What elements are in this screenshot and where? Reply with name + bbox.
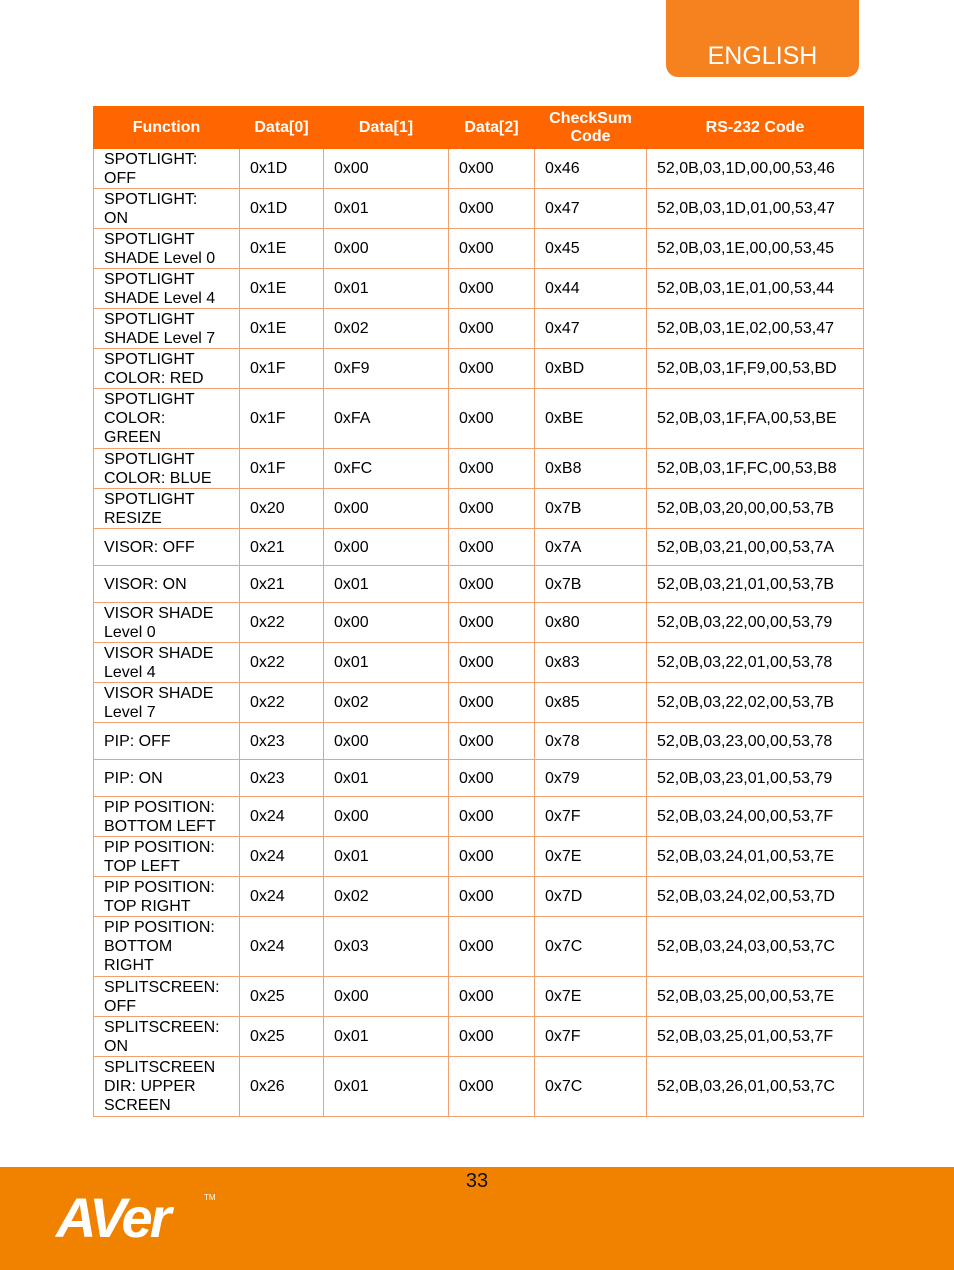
cell-data0: 0x1D [240,149,324,189]
cell-checksum: 0x44 [535,269,647,309]
function-line: RESIZE [104,509,162,527]
table-row [94,489,864,529]
cell-function [94,977,240,1017]
function-line: TOP RIGHT [104,897,191,915]
cell-data0: 0x21 [240,529,324,566]
cell-rs232: 52,0B,03,26,01,00,53,7C [647,1057,864,1117]
cell-function [94,566,240,603]
cell-data1: 0x01 [324,269,449,309]
cell-data2: 0x00 [449,349,535,389]
function-line: PIP POSITION: [104,919,215,936]
table-row [94,189,864,229]
cell-function [94,837,240,877]
cell-function [94,269,240,309]
function-line: SPLITSCREEN: [104,978,220,996]
trademark-mark: TM [204,1193,216,1202]
function-line: SPOTLIGHT [104,450,195,468]
table-row [94,977,864,1017]
cell-data1: 0x00 [324,723,449,760]
cell-rs232: 52,0B,03,1E,00,00,53,45 [647,229,864,269]
rs232-command-table [93,106,864,1117]
cell-checksum: 0x7C [535,1057,647,1117]
cell-data2: 0x00 [449,529,535,566]
function-line: SHADE Level 7 [104,329,216,347]
cell-data2: 0x00 [449,917,535,977]
cell-checksum: 0x7D [535,877,647,917]
cell-checksum: 0x80 [535,603,647,643]
table-row [94,877,864,917]
function-line: Level 4 [104,663,156,681]
function-line: OFF [104,997,136,1015]
cell-data2: 0x00 [449,489,535,529]
cell-function [94,309,240,349]
function-line: PIP POSITION: [104,838,215,856]
cell-data0: 0x25 [240,977,324,1017]
cell-function [94,149,240,189]
function-line: SPOTLIGHT: [104,190,198,208]
table-row [94,309,864,349]
cell-data2: 0x00 [449,1057,535,1117]
cell-checksum: 0xB8 [535,449,647,489]
cell-data2: 0x00 [449,603,535,643]
cell-data1: 0x01 [324,760,449,797]
cell-function [94,189,240,229]
function-line: VISOR: ON [104,575,187,593]
cell-rs232: 52,0B,03,24,00,00,53,7F [647,797,864,837]
cell-function [94,917,240,977]
cell-function [94,643,240,683]
cell-data1: 0x00 [324,489,449,529]
cell-data1: 0x00 [324,149,449,189]
cell-function [94,723,240,760]
cell-data2: 0x00 [449,760,535,797]
cell-data1: 0x03 [324,917,449,977]
cell-function [94,683,240,723]
table-row [94,529,864,566]
table-row [94,723,864,760]
cell-data0: 0x1E [240,309,324,349]
col-header-data0: Data[0] [240,107,324,149]
table-row [94,149,864,189]
cell-data1: 0xFA [324,389,449,449]
cell-rs232: 52,0B,03,20,00,00,53,7B [647,489,864,529]
table-row [94,389,864,449]
cell-data2: 0x00 [449,149,535,189]
language-tab [666,0,859,77]
cell-function [94,229,240,269]
cell-data0: 0x22 [240,603,324,643]
function-line: SPLITSCREEN [104,1059,216,1076]
cell-checksum: 0x7C [535,917,647,977]
cell-checksum: 0x7B [535,566,647,603]
cell-rs232: 52,0B,03,23,01,00,53,79 [647,760,864,797]
cell-data2: 0x00 [449,977,535,1017]
function-line: BOTTOM LEFT [104,817,216,835]
cell-function [94,489,240,529]
cell-data1: 0x02 [324,309,449,349]
cell-data2: 0x00 [449,723,535,760]
cell-data0: 0x20 [240,489,324,529]
function-line: SCREEN [104,1097,171,1114]
col-header-data2: Data[2] [449,107,535,149]
function-line: OFF [104,169,136,187]
cell-checksum: 0x79 [535,760,647,797]
page-number: 33 [465,1170,489,1192]
cell-function [94,760,240,797]
cell-function [94,603,240,643]
cell-checksum: 0x83 [535,643,647,683]
cell-data1: 0x01 [324,643,449,683]
cell-checksum: 0x45 [535,229,647,269]
cell-data2: 0x00 [449,189,535,229]
table-row [94,917,864,977]
cell-rs232: 52,0B,03,21,00,00,53,7A [647,529,864,566]
cell-checksum: 0x7F [535,1017,647,1057]
function-line: SHADE Level 4 [104,289,216,307]
function-line: Level 7 [104,703,156,721]
function-line: RIGHT [104,957,154,974]
cell-data2: 0x00 [449,643,535,683]
function-line: SHADE Level 0 [104,249,216,267]
language-label: ENGLISH [707,42,818,70]
cell-data0: 0x1D [240,189,324,229]
cell-data2: 0x00 [449,1017,535,1057]
cell-data0: 0x21 [240,566,324,603]
function-line: VISOR: OFF [104,538,195,556]
cell-data2: 0x00 [449,309,535,349]
function-line: SPOTLIGHT [104,490,195,508]
cell-data0: 0x22 [240,683,324,723]
table-row [94,643,864,683]
cell-data1: 0x00 [324,797,449,837]
function-line: VISOR SHADE [104,684,214,702]
cell-data0: 0x1F [240,449,324,489]
cell-rs232: 52,0B,03,1E,01,00,53,44 [647,269,864,309]
function-line: DIR: UPPER [104,1078,196,1095]
cell-data0: 0x1F [240,349,324,389]
cell-rs232: 52,0B,03,24,03,00,53,7C [647,917,864,977]
cell-rs232: 52,0B,03,22,00,00,53,79 [647,603,864,643]
cell-data2: 0x00 [449,566,535,603]
cell-rs232: 52,0B,03,22,01,00,53,78 [647,643,864,683]
cell-rs232: 52,0B,03,1F,FA,00,53,BE [647,389,864,449]
cell-data2: 0x00 [449,229,535,269]
function-line: SPLITSCREEN: [104,1018,220,1036]
cell-data2: 0x00 [449,797,535,837]
cell-data0: 0x24 [240,837,324,877]
cell-data1: 0x01 [324,1057,449,1117]
cell-data1: 0xF9 [324,349,449,389]
table-row [94,229,864,269]
cell-checksum: 0x7B [535,489,647,529]
cell-data2: 0x00 [449,877,535,917]
cell-data1: 0x01 [324,189,449,229]
function-line: TOP LEFT [104,857,180,875]
cell-rs232: 52,0B,03,1F,FC,00,53,B8 [647,449,864,489]
function-line: COLOR: BLUE [104,469,212,487]
table-row [94,1057,864,1117]
function-line: PIP POSITION: [104,798,215,816]
cell-rs232: 52,0B,03,1D,01,00,53,47 [647,189,864,229]
cell-function [94,1057,240,1117]
table-row [94,269,864,309]
cell-function [94,877,240,917]
cell-data1: 0x01 [324,566,449,603]
cell-rs232: 52,0B,03,21,01,00,53,7B [647,566,864,603]
cell-data1: 0x00 [324,603,449,643]
function-line: PIP: OFF [104,732,171,750]
cell-rs232: 52,0B,03,22,02,00,53,7B [647,683,864,723]
cell-data0: 0x24 [240,917,324,977]
cell-rs232: 52,0B,03,25,01,00,53,7F [647,1017,864,1057]
cell-data1: 0xFC [324,449,449,489]
table-row [94,603,864,643]
cell-data0: 0x1F [240,389,324,449]
cell-data2: 0x00 [449,389,535,449]
cell-checksum: 0x7E [535,837,647,877]
cell-checksum: 0xBE [535,389,647,449]
table-row [94,797,864,837]
cell-data1: 0x00 [324,977,449,1017]
cell-rs232: 52,0B,03,1E,02,00,53,47 [647,309,864,349]
cell-function [94,449,240,489]
cell-checksum: 0x78 [535,723,647,760]
cell-function [94,529,240,566]
cell-data1: 0x01 [324,837,449,877]
cell-rs232: 52,0B,03,1D,00,00,53,46 [647,149,864,189]
cell-rs232: 52,0B,03,23,00,00,53,78 [647,723,864,760]
cell-checksum: 0xBD [535,349,647,389]
function-line: GREEN [104,429,161,446]
cell-rs232: 52,0B,03,24,01,00,53,7E [647,837,864,877]
col-header-data1: Data[1] [324,107,449,149]
cell-data1: 0x02 [324,683,449,723]
cell-checksum: 0x7F [535,797,647,837]
cell-data2: 0x00 [449,683,535,723]
cell-function [94,389,240,449]
cell-data2: 0x00 [449,269,535,309]
cell-rs232: 52,0B,03,25,00,00,53,7E [647,977,864,1017]
cell-checksum: 0x7E [535,977,647,1017]
cell-data1: 0x00 [324,229,449,269]
function-line: SPOTLIGHT [104,270,195,288]
cell-data2: 0x00 [449,449,535,489]
col-header-function: Function [94,107,240,149]
col-header-rs232: RS-232 Code [647,107,864,149]
cell-function [94,349,240,389]
function-line: VISOR SHADE [104,604,214,622]
function-line: SPOTLIGHT [104,310,195,328]
cell-data1: 0x01 [324,1017,449,1057]
cell-data0: 0x1E [240,229,324,269]
table-row [94,760,864,797]
table-row [94,1017,864,1057]
cell-checksum: 0x7A [535,529,647,566]
cell-data1: 0x00 [324,529,449,566]
cell-data0: 0x23 [240,760,324,797]
col-header-checksum: CheckSum Code [535,107,647,149]
aver-logo: AVer [56,1186,169,1249]
function-line: VISOR SHADE [104,644,214,662]
cell-data0: 0x23 [240,723,324,760]
function-line: SPOTLIGHT [104,391,195,408]
cell-rs232: 52,0B,03,1F,F9,00,53,BD [647,349,864,389]
function-line: SPOTLIGHT [104,350,195,368]
table-row [94,349,864,389]
function-line: COLOR: [104,410,166,427]
function-line: BOTTOM [104,938,173,955]
cell-data1: 0x02 [324,877,449,917]
table-row [94,449,864,489]
cell-checksum: 0x47 [535,309,647,349]
cell-data0: 0x26 [240,1057,324,1117]
cell-data0: 0x1E [240,269,324,309]
table-header-row [94,107,864,149]
cell-checksum: 0x85 [535,683,647,723]
cell-data0: 0x22 [240,643,324,683]
cell-checksum: 0x47 [535,189,647,229]
cell-data0: 0x24 [240,877,324,917]
function-line: COLOR: RED [104,369,204,387]
function-line: PIP: ON [104,769,163,787]
cell-data0: 0x25 [240,1017,324,1057]
cell-rs232: 52,0B,03,24,02,00,53,7D [647,877,864,917]
table-row [94,837,864,877]
function-line: ON [104,209,128,227]
function-line: ON [104,1037,128,1055]
cell-data0: 0x24 [240,797,324,837]
function-line: SPOTLIGHT: [104,150,198,168]
function-line: PIP POSITION: [104,878,215,896]
cell-checksum: 0x46 [535,149,647,189]
cell-function [94,1017,240,1057]
table-row [94,683,864,723]
cell-function [94,797,240,837]
function-line: SPOTLIGHT [104,230,195,248]
cell-data2: 0x00 [449,837,535,877]
table-row [94,566,864,603]
function-line: Level 0 [104,623,156,641]
table-body [94,149,864,1117]
